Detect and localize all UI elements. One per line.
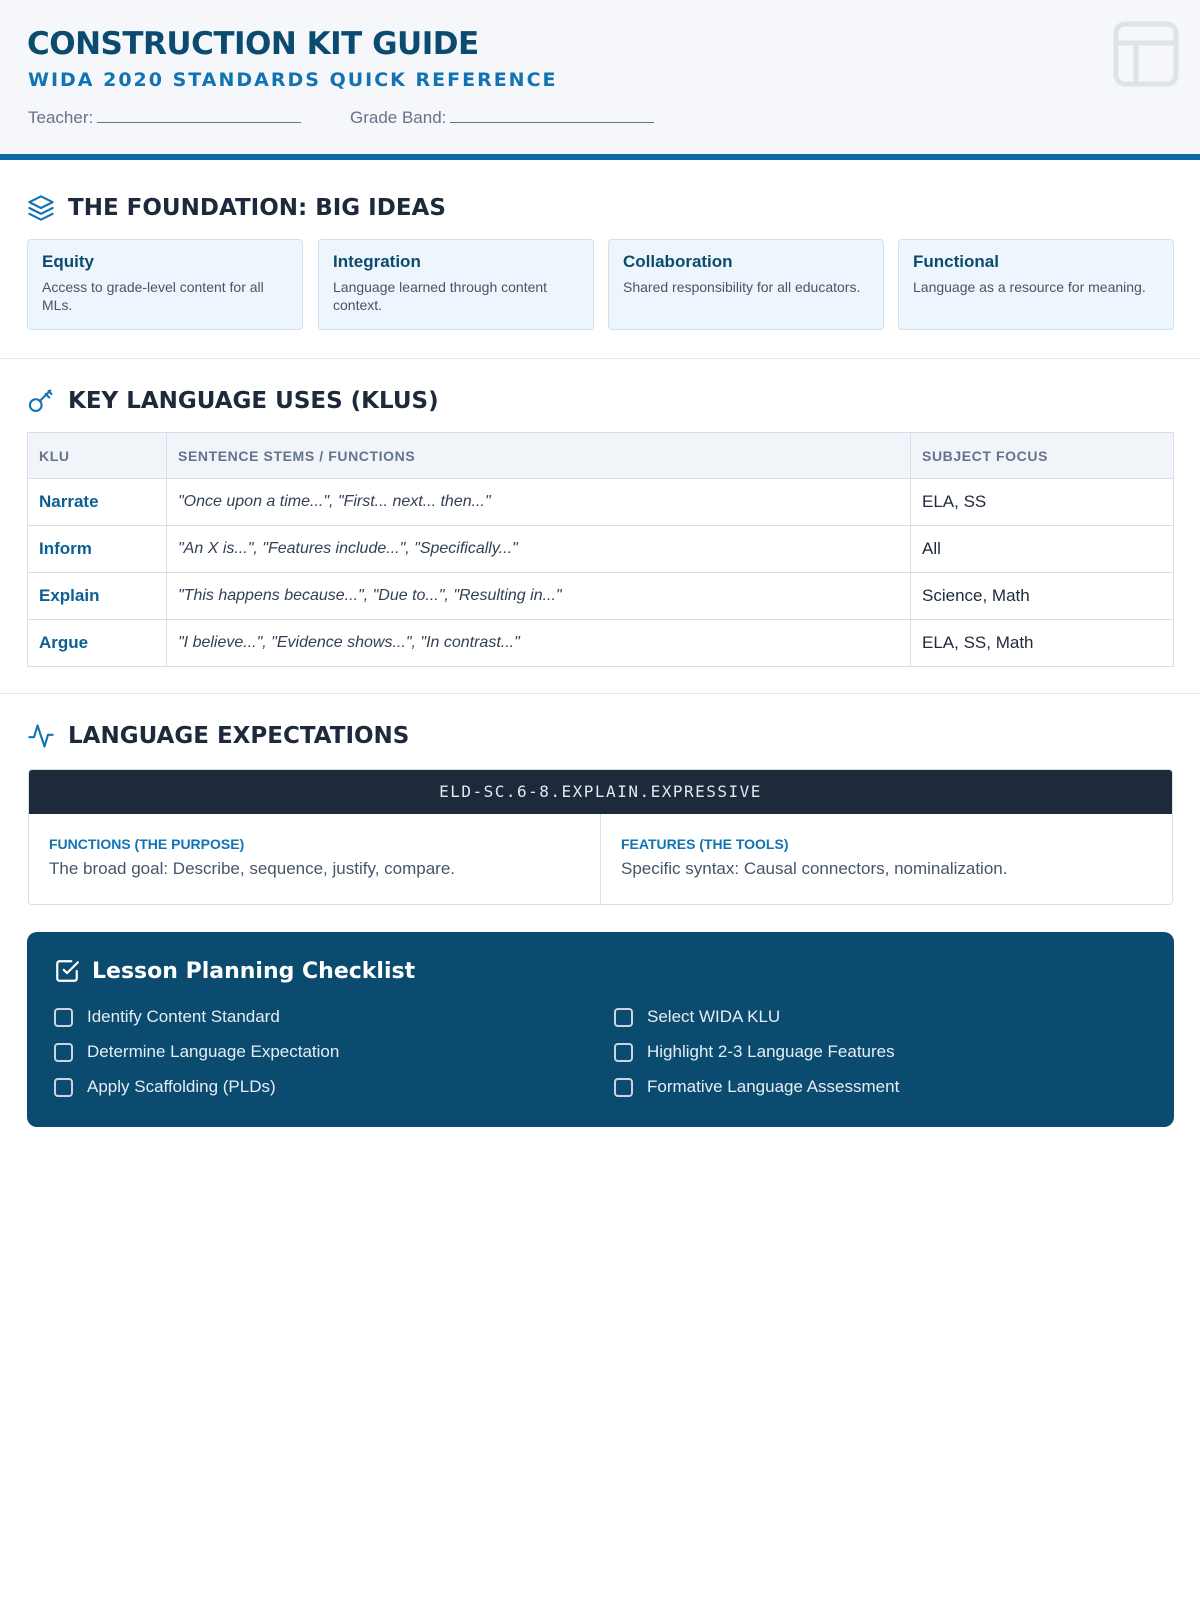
subject-cell: ELA, SS <box>911 479 1174 526</box>
klus-heading-text: KEY LANGUAGE USES (KLUS) <box>68 388 439 414</box>
checklist-item-label: Determine Language Expectation <box>87 1042 340 1061</box>
expectations-heading <box>27 722 409 750</box>
big-idea-desc: Language learned through content context. <box>333 279 548 313</box>
checklist-item[interactable] <box>54 1077 276 1097</box>
teacher-blank[interactable] <box>97 109 301 123</box>
check-square-icon <box>54 958 80 984</box>
teacher-field[interactable] <box>28 108 301 128</box>
checklist-item[interactable] <box>614 1077 899 1097</box>
klus-heading <box>27 387 439 415</box>
teacher-label: Teacher: <box>28 108 94 127</box>
checkbox[interactable] <box>54 1008 73 1027</box>
subject-cell: ELA, SS, Math <box>911 620 1174 667</box>
klu-cell: Explain <box>28 573 167 620</box>
checkbox[interactable] <box>614 1043 633 1062</box>
features-text: Specific syntax: Causal connectors, nominalization. <box>621 859 1008 878</box>
expectation-code: ELD-SC.6-8.EXPLAIN.EXPRESSIVE <box>29 770 1172 814</box>
column-header: SENTENCE STEMS / FUNCTIONS <box>167 433 911 479</box>
big-idea-card-functional <box>898 239 1174 330</box>
big-idea-title: Integration <box>333 252 421 271</box>
grade-band-field[interactable] <box>350 108 654 128</box>
stems-cell: "I believe...", "Evidence shows...", "In contrast..." <box>167 620 911 667</box>
page-subtitle: WIDA 2020 STANDARDS QUICK REFERENCE <box>28 69 558 91</box>
big-idea-card-equity <box>27 239 303 330</box>
checklist-item-label: Select WIDA KLU <box>647 1007 781 1026</box>
functions-column <box>29 814 600 905</box>
table-row <box>28 620 1174 667</box>
checkbox[interactable] <box>54 1078 73 1097</box>
column-header: KLU <box>28 433 167 479</box>
checklist-item-label: Identify Content Standard <box>87 1007 280 1026</box>
features-label: FEATURES (THE TOOLS) <box>621 836 789 852</box>
column-header: SUBJECT FOCUS <box>911 433 1174 479</box>
table-row <box>28 479 1174 526</box>
foundation-heading <box>27 194 446 222</box>
big-idea-desc: Language as a resource for meaning. <box>913 279 1146 295</box>
table-header-row <box>28 433 1174 479</box>
big-idea-desc: Shared responsibility for all educators. <box>623 279 861 295</box>
klu-cell: Argue <box>28 620 167 667</box>
features-column <box>600 814 1172 905</box>
checklist-title-text: Lesson Planning Checklist <box>92 958 416 984</box>
klu-cell: Inform <box>28 526 167 573</box>
functions-text: The broad goal: Describe, sequence, justify, compare. <box>49 859 456 878</box>
checklist-title <box>54 958 415 984</box>
stems-cell: "This happens because...", "Due to...", "Resulting in..." <box>167 573 911 620</box>
functions-label: FUNCTIONS (THE PURPOSE) <box>49 836 245 852</box>
big-idea-title: Functional <box>913 252 999 271</box>
lesson-planning-checklist <box>27 932 1174 1127</box>
checklist-item[interactable] <box>614 1007 780 1027</box>
grade-band-label: Grade Band: <box>350 108 447 127</box>
activity-icon <box>27 722 55 750</box>
checkbox[interactable] <box>614 1008 633 1027</box>
checkbox[interactable] <box>54 1043 73 1062</box>
grade-band-blank[interactable] <box>450 109 654 123</box>
checklist-item-label: Apply Scaffolding (PLDs) <box>87 1077 276 1096</box>
big-idea-title: Equity <box>42 252 94 271</box>
table-row <box>28 573 1174 620</box>
subject-cell: All <box>911 526 1174 573</box>
foundation-heading-text: THE FOUNDATION: BIG IDEAS <box>68 195 446 221</box>
big-idea-title: Collaboration <box>623 252 733 271</box>
checkbox[interactable] <box>614 1078 633 1097</box>
page-header <box>0 0 1200 160</box>
layers-icon <box>27 194 55 222</box>
section-divider <box>0 358 1200 359</box>
big-idea-desc: Access to grade-level content for all MLs. <box>42 279 264 313</box>
checklist-item-label: Formative Language Assessment <box>647 1077 900 1096</box>
big-idea-card-collaboration <box>608 239 884 330</box>
expectations-heading-text: LANGUAGE EXPECTATIONS <box>68 723 410 749</box>
klu-table <box>27 432 1174 667</box>
key-icon <box>27 387 55 415</box>
checklist-item[interactable] <box>614 1042 895 1062</box>
checklist-item[interactable] <box>54 1007 280 1027</box>
page-title: CONSTRUCTION KIT GUIDE <box>27 26 479 62</box>
section-divider <box>0 693 1200 694</box>
stems-cell: "Once upon a time...", "First... next... then..." <box>167 479 911 526</box>
stems-cell: "An X is...", "Features include...", "Specifically..." <box>167 526 911 573</box>
subject-cell: Science, Math <box>911 573 1174 620</box>
checklist-item[interactable] <box>54 1042 339 1062</box>
table-row <box>28 526 1174 573</box>
layout-icon <box>1112 20 1180 88</box>
expectation-box <box>28 769 1173 905</box>
klu-cell: Narrate <box>28 479 167 526</box>
big-idea-card-integration <box>318 239 594 330</box>
checklist-item-label: Highlight 2-3 Language Features <box>647 1042 895 1061</box>
